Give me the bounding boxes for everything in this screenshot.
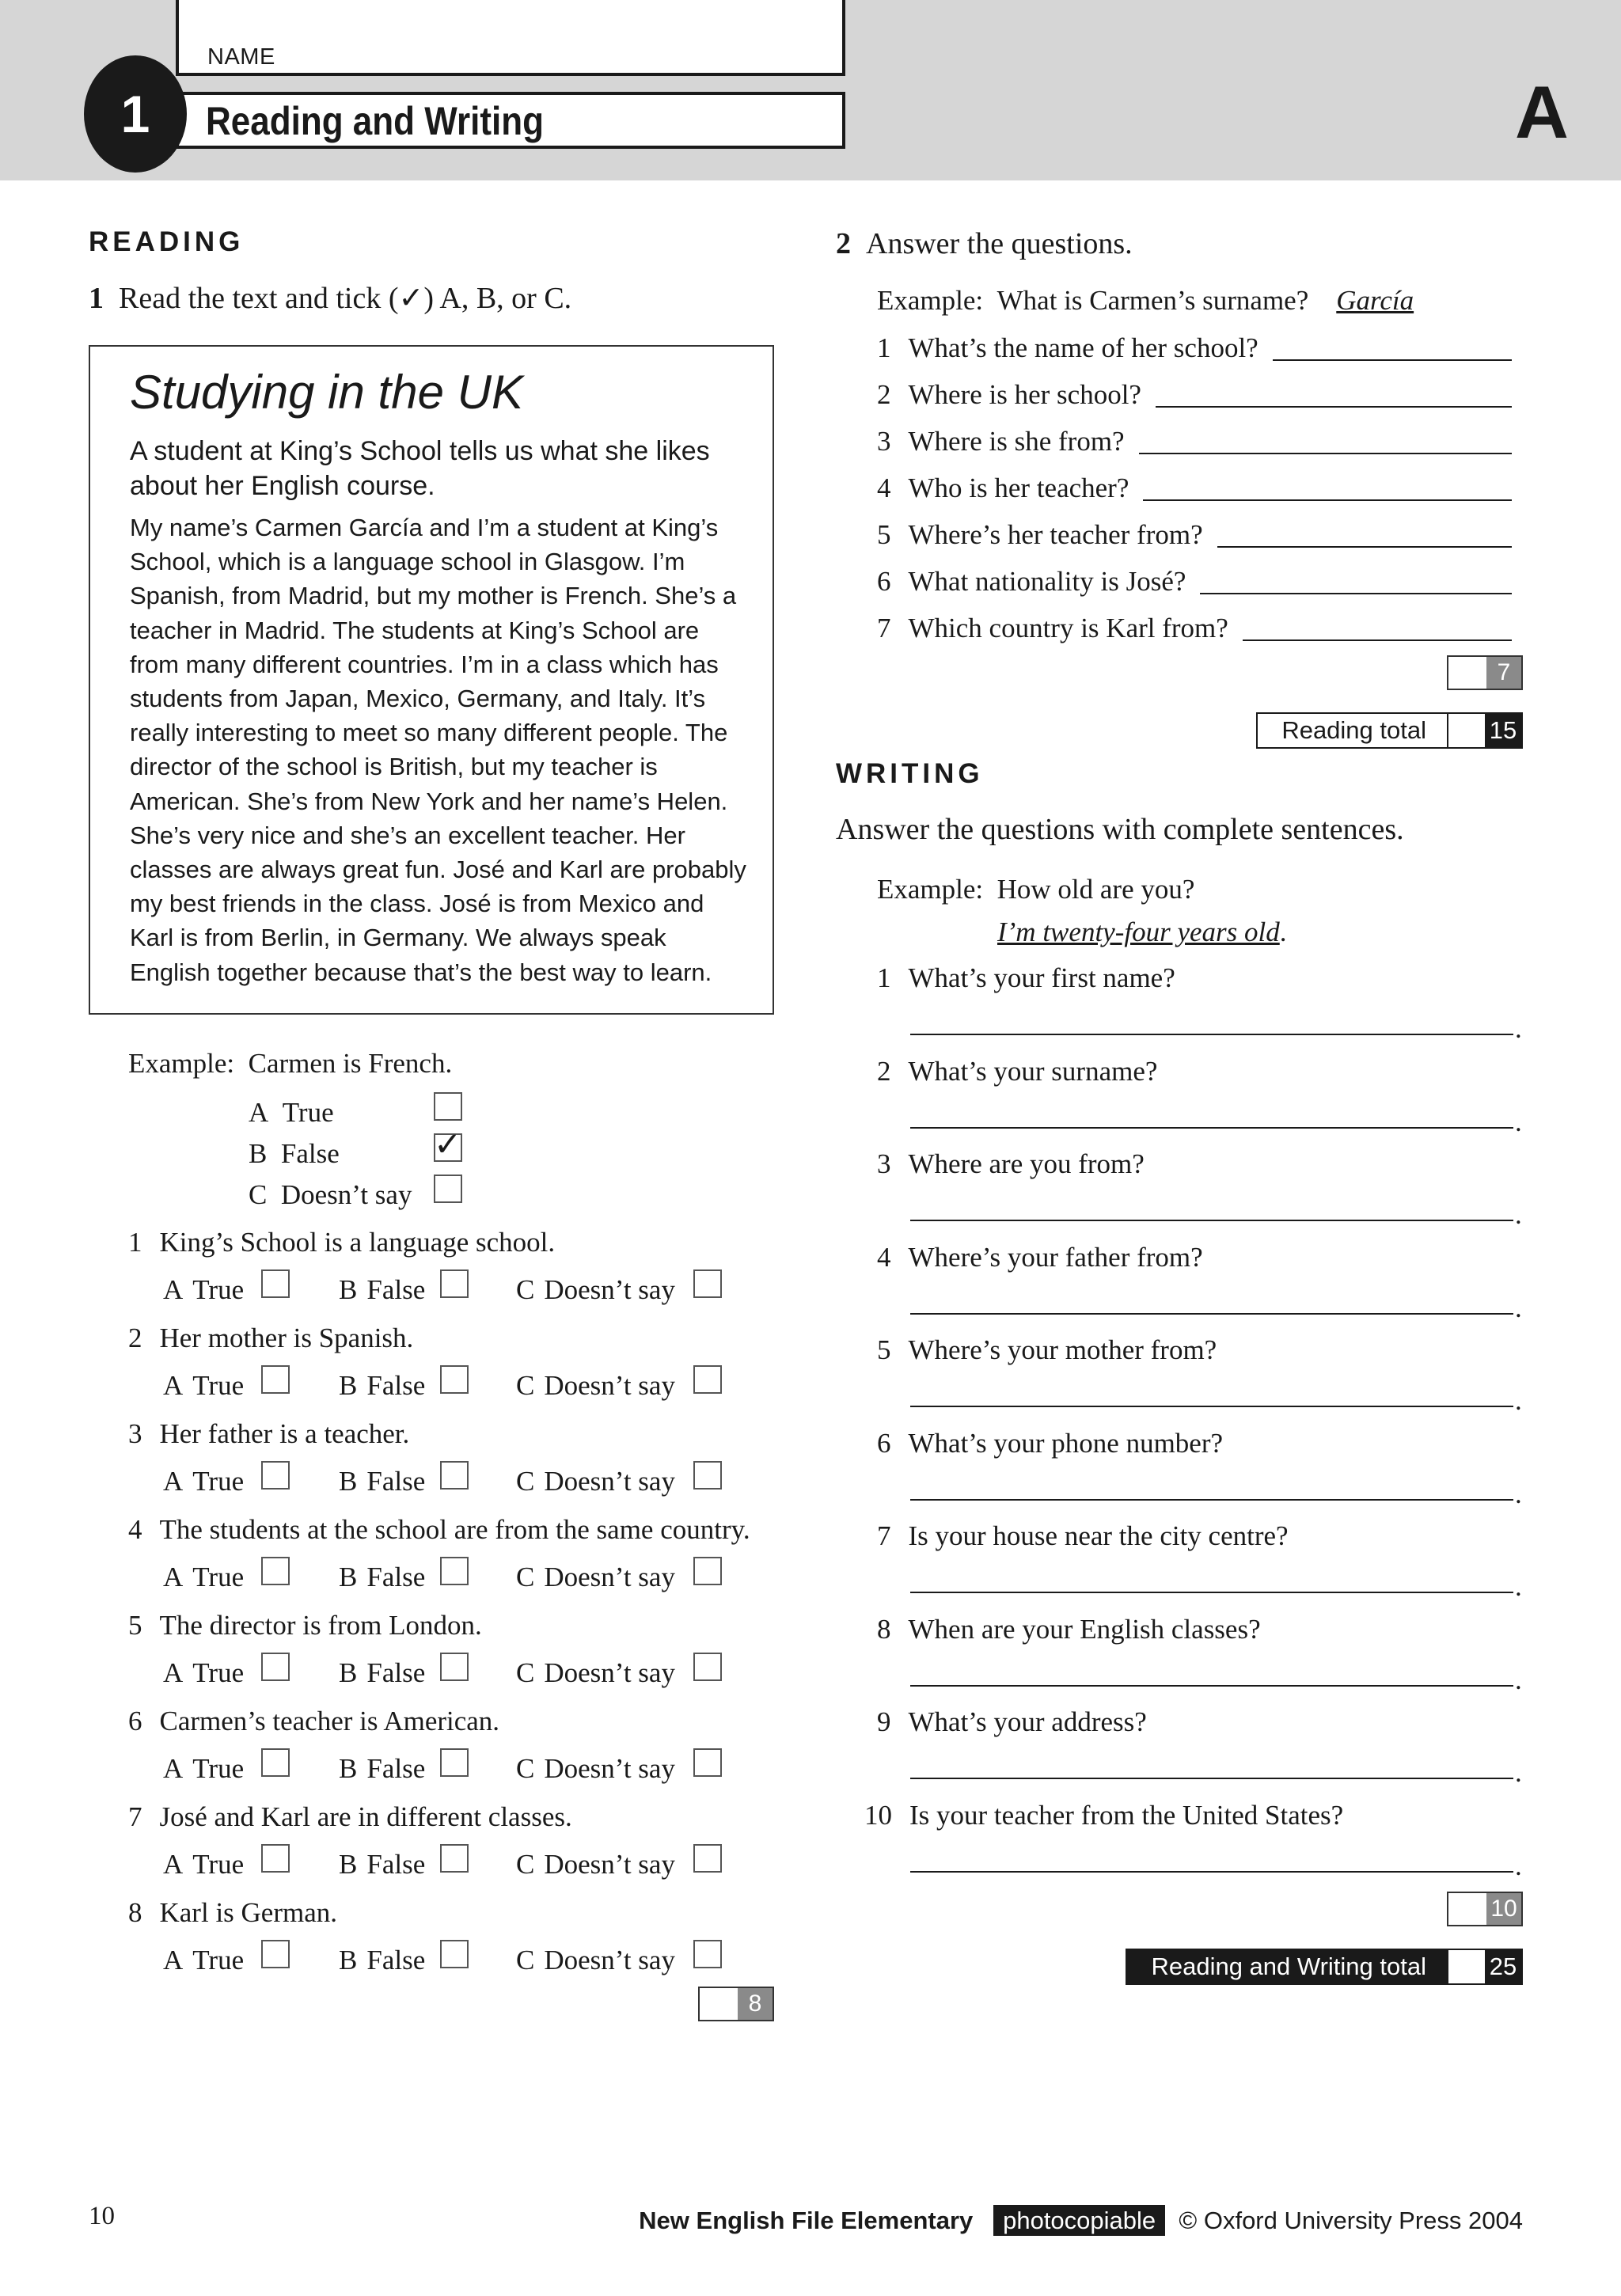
reading-total-label: Reading total [1258,714,1447,747]
q1-item-option [339,1847,425,1882]
line-end-period: . [1515,1013,1522,1044]
score-max: 7 [1486,657,1521,689]
q1-item-option [339,1464,425,1499]
q1-item-checkbox[interactable] [693,1653,722,1681]
q1-item-option [163,1368,244,1403]
book-title: New English File Elementary [639,2207,974,2234]
item-question: Is your teacher from the United States? [909,1799,1344,1831]
q2-number: 2 [836,227,851,260]
item-question: What’s the name of her school? [908,332,1258,363]
item-question: Is your house near the city centre? [908,1520,1289,1551]
option-text: Doesn’t say [544,1849,675,1880]
q1-item-checkbox[interactable] [693,1557,722,1585]
option-text: Doesn’t say [544,1657,675,1688]
item-question: Which country is Karl from? [908,613,1228,643]
story-body [130,510,755,989]
example-option-c [249,1178,412,1213]
story-line: really interesting to meet so many different people. The [130,719,728,747]
item-number: 1 [128,1227,142,1258]
story-line: My name’s Carmen García and I’m a student at King’s [130,514,719,541]
option-text: Doesn’t say [544,1274,675,1305]
option-text: Doesn’t say [544,1370,675,1401]
option-text: False [366,1562,426,1592]
q1-item-option [339,1560,425,1595]
answer-line[interactable] [1273,359,1512,361]
q1-item-option [163,1560,244,1595]
q1-item [128,1896,337,1930]
option-letter: A [163,1466,184,1497]
q1-item-checkbox[interactable] [440,1365,469,1394]
answer-line[interactable] [910,1406,1513,1407]
item-number: 6 [128,1706,142,1736]
q2-item [877,518,1203,552]
writing-instruction: Answer the questions with complete sentences. [836,813,1404,846]
check-mark-icon: ✓ [434,1125,462,1163]
score-max: 8 [738,1988,773,2020]
writing-item [877,1519,1289,1554]
total-blank[interactable] [1447,714,1485,747]
example-checkbox-a[interactable] [434,1092,462,1121]
example-option-b [249,1137,340,1171]
writing-score-box [1447,1892,1523,1926]
item-number: 2 [128,1323,142,1353]
line-end-period: . [1515,1385,1522,1416]
q1-item [128,1800,572,1835]
story-line: American. She’s from New York and her name’s Helen. [130,787,728,815]
writing-example [877,872,1194,907]
q1-item-checkbox[interactable] [261,1940,290,1968]
writing-item [877,1147,1145,1182]
q2-item [877,611,1228,646]
option-letter: B [339,1657,358,1688]
total-blank[interactable] [1447,1950,1485,1983]
item-question: What’s your surname? [908,1055,1158,1087]
answer-line[interactable] [1156,406,1512,408]
q1-item-checkbox[interactable] [261,1269,290,1298]
example-checkbox-b[interactable] [434,1125,462,1163]
item-number: 3 [128,1418,142,1449]
example-label: Example: [877,285,984,316]
story-title: Studying in the UK [130,366,523,419]
q2-item [877,471,1129,506]
item-number: 5 [877,1334,891,1365]
story-line: students from Japan, Mexico, Germany, and Italy. It’s [130,685,706,713]
q1-item [128,1704,499,1739]
score-blank[interactable] [700,1988,738,2020]
item-number: 4 [128,1514,142,1545]
line-end-period: . [1515,1199,1522,1230]
q2-example [877,283,1414,318]
answer-line[interactable] [910,1220,1513,1221]
line-end-period: . [1515,1664,1522,1695]
item-number: 6 [877,1427,891,1459]
option-text: False [366,1657,426,1688]
q1-item-option [339,1943,425,1978]
option-text: Doesn’t say [544,1562,675,1592]
story-line: English together because that’s the best way to learn. [130,958,712,986]
item-number: 4 [877,1241,891,1273]
story-line: my best friends in the class. José is from Mexico and [130,890,704,918]
option-letter: B [339,1370,358,1401]
writing-item [877,1426,1223,1461]
q1-item-checkbox[interactable] [261,1557,290,1585]
unit-number-badge: 1 [84,55,187,173]
q2-instruction: Answer the questions. [866,227,1133,260]
item-question: Who is her teacher? [908,472,1129,503]
q1-item-option [163,1751,244,1786]
story-line: She’s very nice and she’s an excellent teacher. Her [130,821,685,849]
option-letter: B [249,1138,268,1169]
item-question: Where’s your father from? [908,1241,1203,1273]
q1-item-option [516,1464,675,1499]
q1-item-checkbox[interactable] [440,1748,469,1777]
option-letter: C [516,1562,535,1592]
q1-item-checkbox[interactable] [261,1844,290,1873]
q1-item [128,1417,409,1452]
option-letter: A [163,1562,184,1592]
answer-line[interactable] [910,1127,1513,1129]
item-question: What’s your first name? [908,962,1175,993]
reading-writing-total-box [1126,1949,1523,1985]
example-option-a [249,1095,334,1130]
item-statement: Her father is a teacher. [159,1418,410,1449]
writing-item [864,1798,1343,1833]
option-letter: A [163,1370,184,1401]
item-statement: Karl is German. [159,1897,338,1928]
q1-item-checkbox[interactable] [261,1461,290,1490]
item-question: Where is she from? [908,426,1125,457]
item-number: 7 [128,1801,142,1832]
q1-item-option [516,1560,675,1595]
item-statement: Her mother is Spanish. [159,1323,414,1353]
option-letter: A [163,1753,184,1784]
q2-instruction-row [836,226,1133,261]
q1-item [128,1225,555,1260]
option-letter: A [163,1274,184,1305]
answer-line[interactable] [1217,546,1512,548]
example-checkbox-c[interactable] [434,1175,462,1203]
q1-item-checkbox[interactable] [693,1269,722,1298]
q1-item-option [339,1751,425,1786]
photocopiable-badge: photocopiable [993,2205,1165,2236]
option-text: False [366,1849,426,1880]
option-text: True [192,1657,245,1688]
q1-instruction: Read the text and tick (✓) A, B, or C. [119,282,572,315]
option-letter: A [249,1097,269,1128]
q1-item-checkbox[interactable] [693,1461,722,1490]
option-letter: C [516,1466,535,1497]
example-answer: García [1336,285,1414,316]
writing-item [877,1612,1261,1647]
item-number: 3 [877,426,891,457]
writing-item [877,1333,1217,1368]
q1-item-option [516,1656,675,1691]
option-letter: B [339,1466,358,1497]
answer-line[interactable] [910,1778,1513,1779]
score-max: 10 [1486,1893,1521,1925]
writing-heading: WRITING [836,758,984,789]
story-line: Spanish, from Madrid, but my mother is French. She’s a [130,582,737,610]
answer-line[interactable] [910,1592,1513,1593]
item-question: What nationality is José? [908,566,1186,597]
option-letter: B [339,1753,358,1784]
item-statement: The students at the school are from the same country. [159,1514,750,1545]
q1-item-checkbox[interactable] [693,1748,722,1777]
example-label: Example: [128,1048,235,1079]
option-letter: C [516,1945,535,1975]
item-number: 7 [877,613,891,643]
answer-line[interactable] [1139,453,1512,454]
q1-example [128,1046,452,1081]
example-answer: I’m twenty-four years old [997,917,1280,947]
option-letter: C [516,1274,535,1305]
q1-item-checkbox[interactable] [440,1269,469,1298]
example-question: How old are you? [997,874,1195,905]
q1-item-option [163,1464,244,1499]
example-question: What is Carmen’s surname? [997,285,1309,316]
q1-item [128,1608,482,1643]
item-number: 1 [877,962,891,993]
example-answer-end: . [1279,917,1287,947]
item-statement: The director is from London. [159,1610,482,1641]
option-text: False [280,1138,340,1169]
q1-item-option [516,1847,675,1882]
option-text: True [282,1097,334,1128]
q1-item-checkbox[interactable] [440,1653,469,1681]
option-letter: C [516,1753,535,1784]
reading-total-value: 15 [1485,714,1521,747]
item-number: 8 [877,1613,891,1645]
story-intro-line: about her English course. [130,471,435,501]
q1-number: 1 [89,282,104,315]
q1-item-option [163,1656,244,1691]
q1-item [128,1512,750,1547]
option-text: False [366,1753,426,1784]
answer-line[interactable] [1143,499,1512,501]
copyright: © Oxford University Press 2004 [1179,2207,1523,2234]
answer-line[interactable] [910,1871,1513,1873]
item-number: 2 [877,1055,891,1087]
option-text: False [366,1370,426,1401]
item-number: 1 [877,332,891,363]
writing-item [877,1705,1147,1740]
option-text: Doesn’t say [544,1466,675,1497]
q1-item-checkbox[interactable] [440,1844,469,1873]
answer-line[interactable] [910,1499,1513,1501]
option-text: True [192,1274,245,1305]
example-statement: Carmen is French. [248,1048,453,1079]
item-question: What’s your address? [908,1706,1147,1737]
name-label: NAME [207,44,275,70]
footer-credits [639,2205,1523,2237]
item-statement: King’s School is a language school. [159,1227,556,1258]
q1-item-option [339,1273,425,1307]
item-question: Where’s her teacher from? [908,519,1203,550]
q1-item-option [516,1368,675,1403]
reading-heading: READING [89,226,245,257]
option-text: Doesn’t say [280,1179,412,1210]
story-intro [130,434,755,503]
option-letter: A [163,1849,184,1880]
story-line: Karl is from Berlin, in Germany. We always speak [130,924,666,952]
option-letter: C [516,1849,535,1880]
answer-line[interactable] [1243,639,1512,641]
story-line: teacher in Madrid. The students at King’s School are [130,616,700,644]
q2-item [877,564,1186,599]
writing-example-answer-row [997,915,1286,950]
q2-item [877,378,1141,412]
option-text: True [192,1849,245,1880]
name-field[interactable] [176,0,845,76]
reading-writing-total-label: Reading and Writing total [1127,1950,1447,1983]
q2-score-box [1447,655,1523,690]
item-number: 8 [128,1897,142,1928]
writing-item [877,961,1175,996]
score-blank[interactable] [1448,657,1486,689]
story-intro-line: A student at King’s School tells us what she likes [130,436,710,466]
item-number: 9 [877,1706,891,1737]
line-end-period: . [1515,1850,1522,1881]
q1-item-checkbox[interactable] [693,1940,722,1968]
line-end-period: . [1515,1292,1522,1323]
item-number: 3 [877,1148,891,1179]
q2-item [877,424,1125,459]
item-statement: José and Karl are in different classes. [159,1801,572,1832]
option-text: True [192,1466,245,1497]
item-number: 5 [128,1610,142,1641]
option-text: Doesn’t say [544,1945,675,1975]
item-number: 6 [877,566,891,597]
q1-item-checkbox[interactable] [261,1748,290,1777]
q1-item [128,1321,413,1356]
q1-item-option [516,1751,675,1786]
score-blank[interactable] [1448,1893,1486,1925]
item-number: 4 [877,472,891,503]
line-end-period: . [1515,1571,1522,1602]
item-number: 10 [864,1799,892,1831]
story-line: School, which is a language school in Glasgow. I’m [130,548,685,576]
q1-instruction-row [89,280,571,316]
q1-item-checkbox[interactable] [261,1365,290,1394]
example-label: Example: [877,874,984,905]
option-text: Doesn’t say [544,1753,675,1784]
writing-item [877,1240,1203,1275]
test-version: A [1515,70,1569,154]
item-question: What’s your phone number? [908,1427,1224,1459]
q1-item-option [339,1368,425,1403]
option-text: False [366,1274,426,1305]
answer-line[interactable] [910,1034,1513,1035]
option-text: True [192,1945,245,1975]
item-question: Where’s your mother from? [908,1334,1217,1365]
story-line: classes are always great fun. José and Karl are probably [130,856,746,884]
item-number: 2 [877,379,891,410]
option-text: True [192,1562,245,1592]
story-line: director of the school is British, but my teacher is [130,753,658,781]
q1-item-checkbox[interactable] [440,1557,469,1585]
option-letter: C [516,1370,535,1401]
option-letter: B [339,1945,358,1975]
option-letter: C [516,1657,535,1688]
line-end-period: . [1515,1478,1522,1509]
answer-line[interactable] [910,1313,1513,1315]
option-letter: A [163,1945,184,1975]
line-end-period: . [1515,1106,1522,1137]
answer-line[interactable] [910,1685,1513,1687]
option-text: True [192,1753,245,1784]
option-text: True [192,1370,245,1401]
item-question: Where is her school? [908,379,1141,410]
writing-item [877,1054,1157,1089]
item-question: Where are you from? [908,1148,1145,1179]
q1-item-checkbox[interactable] [440,1461,469,1490]
option-letter: B [339,1274,358,1305]
item-question: When are your English classes? [908,1613,1261,1645]
q1-item-option [516,1943,675,1978]
reading-writing-total-value: 25 [1485,1950,1521,1983]
option-letter: C [249,1179,268,1210]
q1-item-checkbox[interactable] [440,1940,469,1968]
item-number: 7 [877,1520,891,1551]
option-text: False [366,1466,426,1497]
q1-item-option [339,1656,425,1691]
q1-item-checkbox[interactable] [261,1653,290,1681]
item-statement: Carmen’s teacher is American. [159,1706,500,1736]
q1-item-option [163,1943,244,1978]
option-letter: B [339,1562,358,1592]
q1-item-option [516,1273,675,1307]
q1-item-option [163,1847,244,1882]
item-number: 5 [877,519,891,550]
q1-item-option [163,1273,244,1307]
option-text: False [366,1945,426,1975]
q1-item-checkbox[interactable] [693,1365,722,1394]
q2-item [877,331,1258,366]
option-letter: B [339,1849,358,1880]
line-end-period: . [1515,1757,1522,1788]
reading-total-box [1256,712,1523,749]
q1-score-box [698,1987,774,2021]
page-number: 10 [89,2202,115,2230]
page-title: Reading and Writing [206,99,544,143]
option-letter: A [163,1657,184,1688]
q1-item-checkbox[interactable] [693,1844,722,1873]
story-line: from many different countries. I’m in a class which has [130,650,719,678]
answer-line[interactable] [1200,593,1512,594]
